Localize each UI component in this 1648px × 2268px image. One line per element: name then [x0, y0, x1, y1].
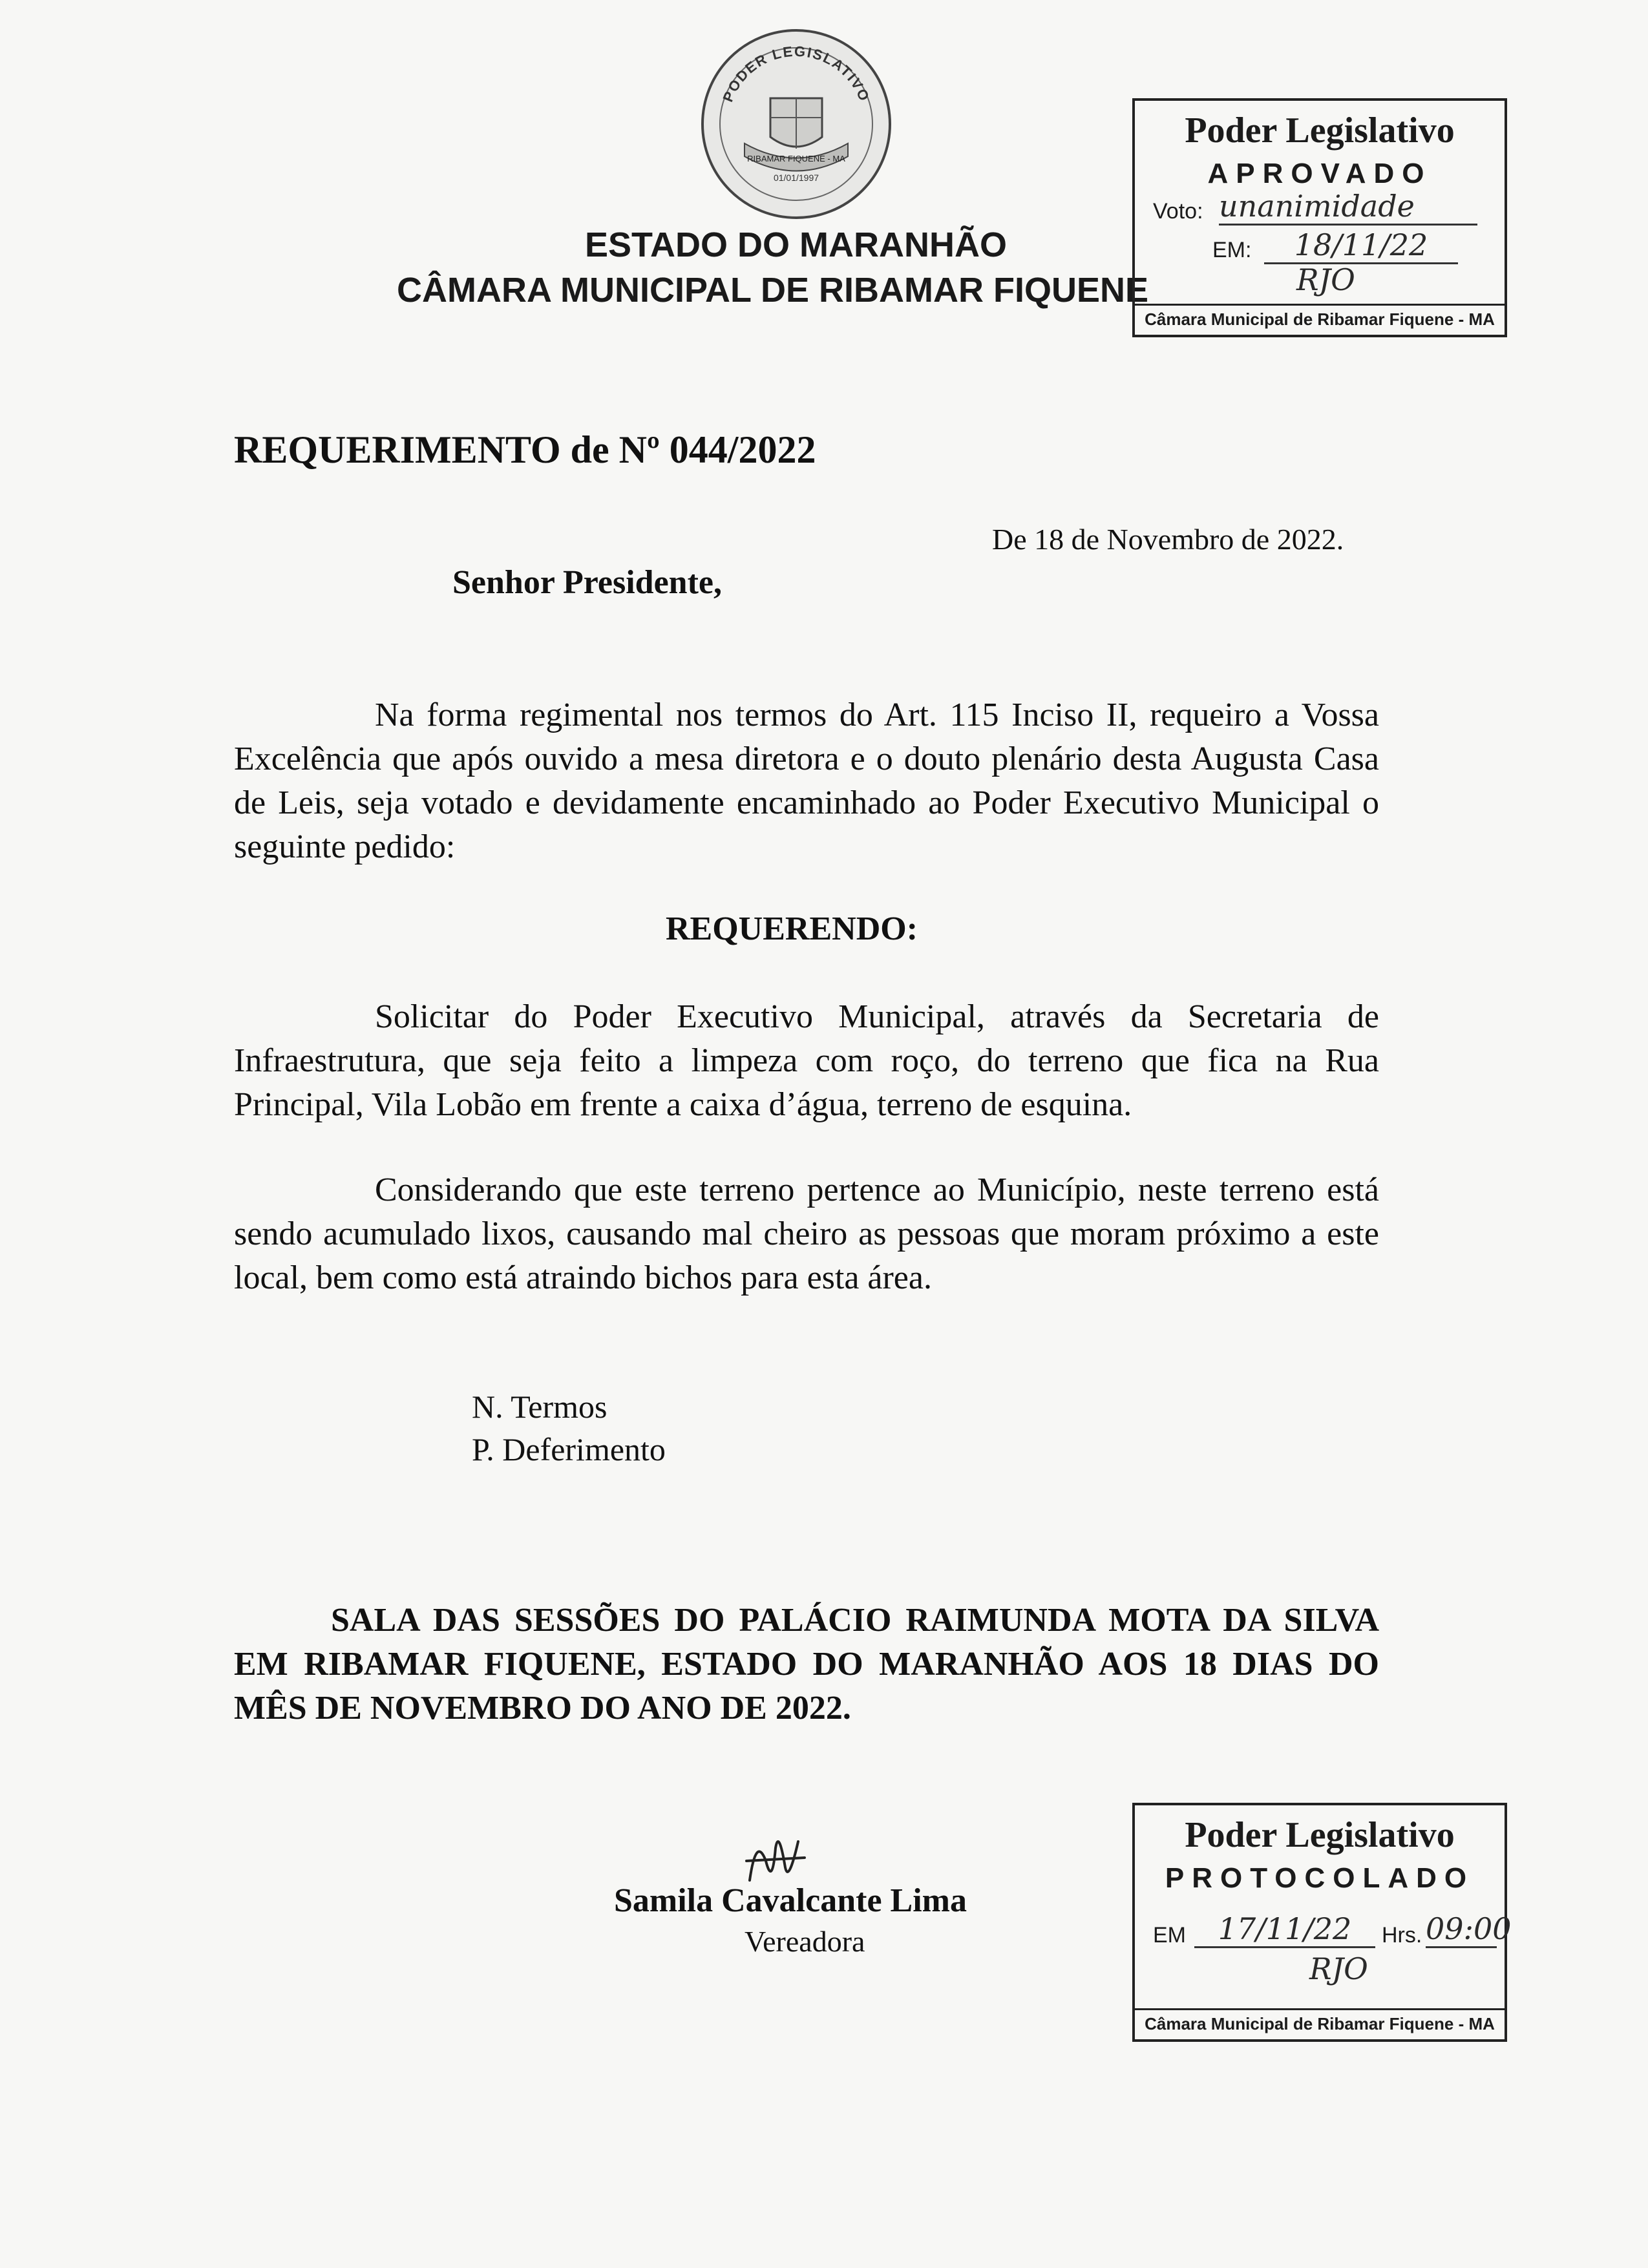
document-title: REQUERIMENTO de Nº 044/2022	[234, 428, 816, 471]
protocol-stamp-footer: Câmara Municipal de Ribamar Fiquene - MA	[1135, 2008, 1505, 2034]
protocol-stamp-initials: RJO	[1309, 1951, 1368, 1986]
approved-stamp-initials: RJO	[1296, 262, 1355, 297]
approved-stamp-vote-label: Voto:	[1153, 199, 1203, 224]
paragraph-justification: Considerando que este terreno pertence ao Município, neste terreno está sendo acumulado lixos, causando mal cheiro as pessoas que moram próximo a este local, bem como está atraindo bichos para esta área.	[234, 1171, 1379, 1296]
closing-termos: N. Termos	[472, 1389, 607, 1425]
protocol-stamp-status: PROTOCOLADO	[1165, 1862, 1475, 1894]
protocol-stamp-date-value: 17/11/22	[1194, 1911, 1375, 1948]
requerendo-heading: REQUERENDO:	[666, 910, 918, 947]
seal-ring-text: PODER LEGISLATIVO	[719, 43, 873, 105]
approved-stamp	[1132, 98, 1507, 337]
approved-stamp-vote-value: unanimidade	[1219, 189, 1477, 226]
approved-stamp-date-label: EM:	[1212, 238, 1252, 262]
approved-stamp-footer: Câmara Municipal de Ribamar Fiquene - MA	[1135, 304, 1505, 330]
paragraph-intro: Na forma regimental nos termos do Art. 115 Inciso II, requeiro a Vossa Excelência que após ouvido a mesa diretora e o douto plenário desta Augusta Casa de Leis, seja votado e devidamente encaminhado ao Poder Executivo Municipal o seguinte pedido:	[234, 697, 1379, 865]
approved-stamp-status: APROVADO	[1207, 158, 1432, 189]
state-heading: ESTADO DO MARANHÃO	[585, 226, 1007, 264]
protocol-stamp	[1132, 1803, 1512, 2042]
seal-ribbon-text: RIBAMAR FIQUENE - MA	[747, 154, 845, 163]
approved-stamp-title: Poder Legislativo	[1185, 110, 1455, 151]
approved-stamp-date-value: 18/11/22	[1264, 227, 1458, 264]
document-date: De 18 de Novembro de 2022.	[992, 523, 1344, 556]
protocol-stamp-date-label: EM	[1153, 1923, 1186, 1948]
protocol-stamp-time-label: Hrs.	[1382, 1923, 1422, 1948]
closing-deferimento: P. Deferimento	[472, 1431, 666, 1467]
salutation: Senhor Presidente,	[452, 564, 722, 601]
protocol-stamp-title: Poder Legislativo	[1185, 1815, 1455, 1855]
signer-name: Samila Cavalcante Lima	[614, 1882, 967, 1919]
chamber-seal-logo	[699, 27, 893, 221]
signer-role: Vereadora	[745, 1925, 865, 1958]
protocol-stamp-time-value: 09:00	[1426, 1911, 1497, 1948]
paragraph-request: Solicitar do Poder Executivo Municipal, através da Secretaria de Infraestrutura, que seja feito a limpeza com roço, do terreno que fica na Rua Principal, Vila Lobão em frente a caixa d’água, terreno de esquina.	[234, 998, 1379, 1123]
session-hall-statement: SALA DAS SESSÕES DO PALÁCIO RAIMUNDA MOTA DA SILVA EM RIBAMAR FIQUENE, ESTADO DO MARANHÃO AOS 18 DIAS DO MÊS DE NOVEMBRO DO ANO DE 2022.	[234, 1602, 1379, 1727]
seal-date-text: 01/01/1997	[773, 173, 819, 183]
chamber-heading: CÂMARA MUNICIPAL DE RIBAMAR FIQUENE	[397, 271, 1148, 310]
